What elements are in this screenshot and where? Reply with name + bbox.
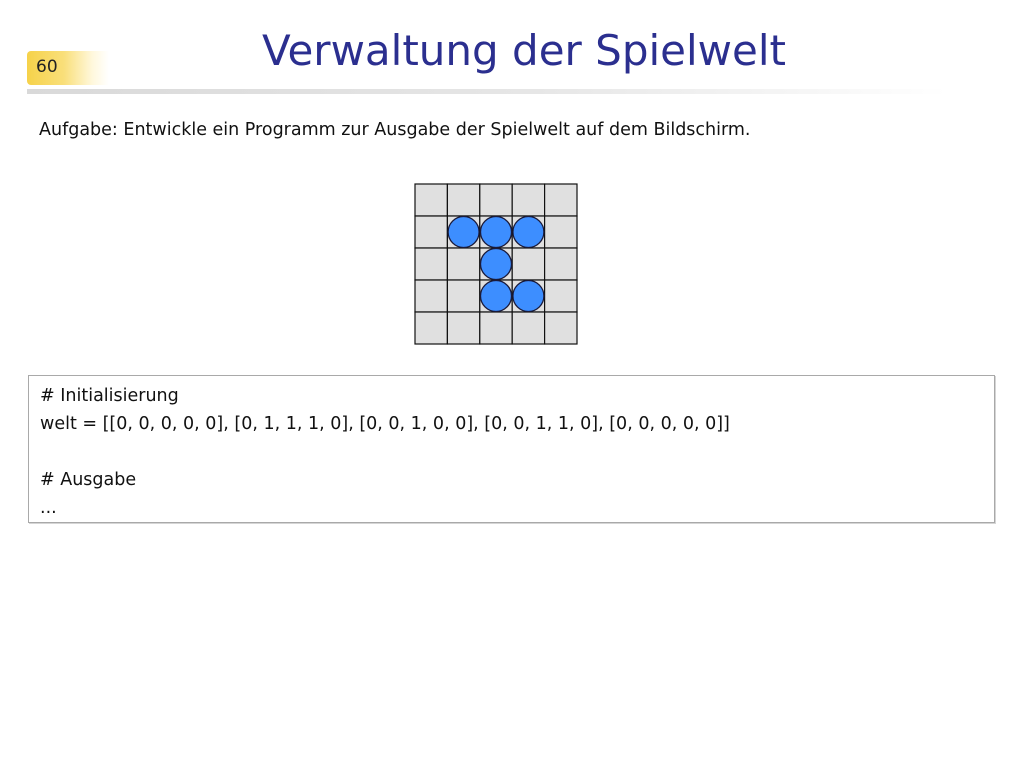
grid-cell xyxy=(545,312,577,344)
grid-cell xyxy=(480,312,512,344)
grid-cell xyxy=(512,312,544,344)
grid-cell xyxy=(447,312,479,344)
ball-marker xyxy=(481,217,512,248)
code-line xyxy=(40,438,983,466)
ball-marker xyxy=(448,217,479,248)
grid-cell xyxy=(447,184,479,216)
grid-cell xyxy=(415,280,447,312)
grid-cell xyxy=(512,248,544,280)
ball-marker xyxy=(481,249,512,280)
task-description: Aufgabe: Entwickle ein Programm zur Ausgabe der Spielwelt auf dem Bildschirm. xyxy=(39,120,751,140)
ball-marker xyxy=(513,281,544,312)
grid-cell xyxy=(545,280,577,312)
grid-cell xyxy=(545,184,577,216)
code-line: # Ausgabe xyxy=(40,470,137,490)
page-number-badge xyxy=(27,51,109,85)
title-divider xyxy=(27,89,947,94)
code-line: welt = [[0, 0, 0, 0, 0], [0, 1, 1, 1, 0], [0, 0, 1, 0, 0], [0, 0, 1, 1, 0], [0, 0, 0, 0, 0]] xyxy=(40,414,730,434)
grid-cell xyxy=(415,248,447,280)
code-line: ... xyxy=(40,498,57,518)
slide-title: Verwaltung der Spielwelt xyxy=(262,26,786,75)
grid-cell xyxy=(415,312,447,344)
world-grid xyxy=(413,182,579,346)
grid-cell xyxy=(545,248,577,280)
grid-cell xyxy=(447,248,479,280)
page-number: 60 xyxy=(36,57,58,77)
ball-marker xyxy=(513,217,544,248)
grid-cell xyxy=(480,184,512,216)
grid-cell xyxy=(545,216,577,248)
code-box xyxy=(28,375,995,523)
grid-cell xyxy=(415,184,447,216)
grid-cell xyxy=(512,184,544,216)
code-line: # Initialisierung xyxy=(40,386,179,406)
grid-cell xyxy=(447,280,479,312)
grid-cell xyxy=(415,216,447,248)
ball-marker xyxy=(481,281,512,312)
